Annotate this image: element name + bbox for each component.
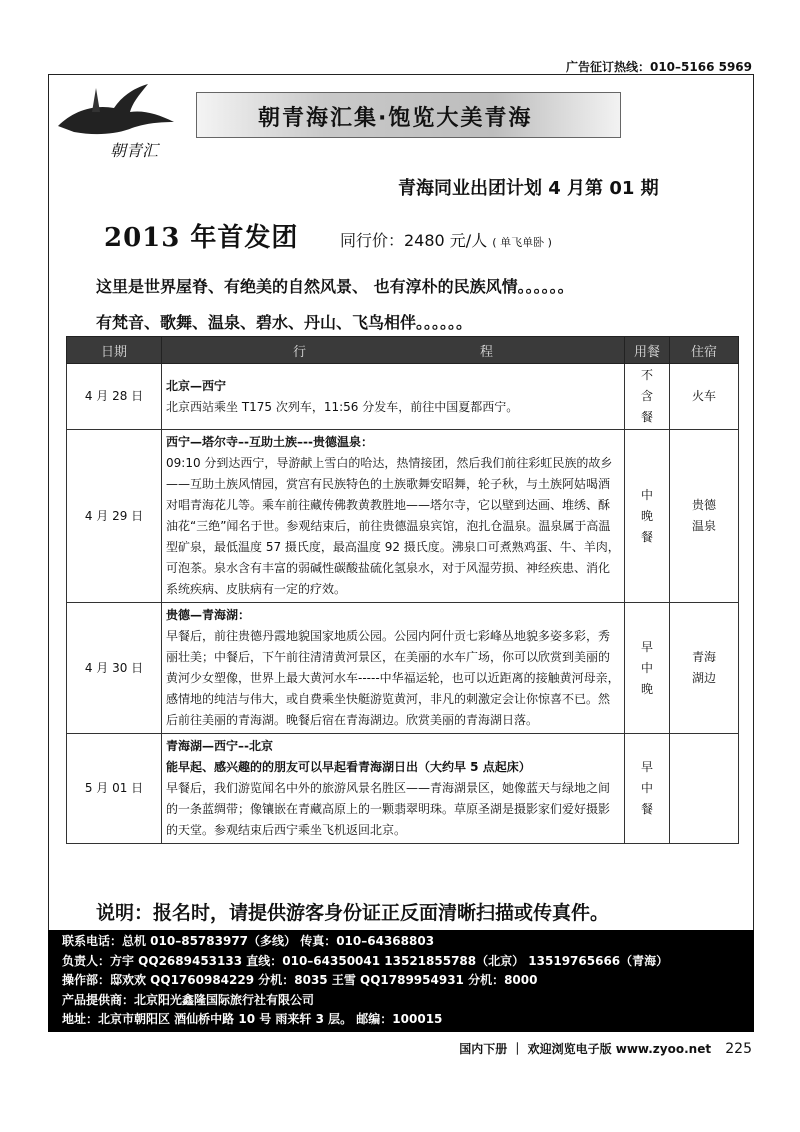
row-program [162, 430, 625, 603]
row-title: 贵德—青海湖： [166, 608, 251, 622]
first-tour-heading: 2013 年首发团 [104, 223, 299, 253]
contact-line-provider: 产品提供商：北京阳光鑫隆国际旅行社有限公司 [62, 992, 315, 1007]
row-title: 西宁—塔尔寺–-互助土族–--贵德温泉： [166, 435, 373, 449]
table-header-row [67, 337, 739, 364]
page-number: 225 [725, 1041, 752, 1057]
row-body: 早餐后，我们游览闻名中外的旅游风景名胜区——青海湖景区，她像蓝天与绿地之间的一条蓝绸带；像镶嵌在青藏高原上的一颗翡翠明珠。草原圣湖是摄影家们爱好摄影的天堂。参观结束后西宁乘坐飞机返回北京。 [166, 781, 611, 837]
row-meal: 早 中 餐 [625, 734, 670, 844]
header-date: 日期 [67, 337, 162, 364]
intro-line-2: 有梵音、歌舞、温泉、碧水、丹山、飞鸟相伴。。。。。。 [96, 313, 473, 332]
bird-logo-icon [58, 84, 174, 134]
contact-panel [48, 930, 754, 1032]
row-stay [670, 734, 739, 844]
row-stay: 火车 [670, 364, 739, 430]
row-meal: 早 中 晚 [625, 603, 670, 734]
row-body: 北京西站乘坐 T175 次列车，11:56 分发车，前往中国夏都西宁。 [166, 399, 519, 414]
header-program [162, 337, 625, 364]
row-title: 青海湖—西宁–-北京 [166, 739, 273, 753]
plan-title: 青海同业出团计划 4 月第 01 期 [398, 178, 659, 199]
itinerary-table [66, 336, 739, 844]
table-row [67, 430, 739, 603]
intro-line-1: 这里是世界屋脊、有绝美的自然风景、 也有淳朴的民族风情。。。。。。 [96, 277, 574, 296]
row-stay: 贵德 温泉 [670, 430, 739, 603]
page-footer [459, 1040, 752, 1057]
price-label [340, 228, 552, 251]
header-program-right: 程 [479, 344, 493, 360]
row-stay: 青海 湖边 [670, 603, 739, 734]
row-program [162, 734, 625, 844]
row-date: 4 月 28 日 [67, 364, 162, 430]
header-program-left: 行 [293, 344, 307, 360]
slogan-text: 朝青海汇集·饱览大美青海 [258, 106, 533, 131]
registration-note: 说明：报名时，请提供游客身份证正反面清晰扫描或传真件。 [96, 902, 610, 924]
row-date: 4 月 29 日 [67, 430, 162, 603]
brand-logo [52, 82, 182, 160]
row-subtitle: 能早起、感兴趣的的朋友可以早起看青海湖日出（大约早 5 点起床） [166, 760, 531, 774]
ad-hotline: 广告征订热线：010–5166 5969 [565, 60, 752, 74]
row-meal: 中 晚 餐 [625, 430, 670, 603]
contact-line-phone: 联系电话：总机 010–85783977（多线） 传真：010–64368803 [62, 934, 435, 948]
table-row [67, 603, 739, 734]
header-meal: 用餐 [625, 337, 670, 364]
row-body: 09:10 分到达西宁，导游献上雪白的哈达，热情接团，然后我们前往彩虹民族的故乡——互助土族风情园，赏宫有民族特色的土族歌舞安昭舞，轮子秋，与土族阿姑喝酒对唱青海花儿等。乘车前往藏传佛教黄教胜地——塔尔寺，它以壁到达画、堆绣、酥油花“三绝”闻名于世。参观结束后，前往贵德温泉宾馆，泡扎仓温泉。温泉属于高温型矿泉，最低温度 57 摄氏度，最高温度 92 摄氏度。沸泉口可煮熟鸡蛋、牛、羊肉，可泡茶。泉水含有丰富的弱碱性碳酸盐硫化氢泉水，对于风湿劳损、神经疾患、消化系统疾病、皮肤病有一定的疗效。 [166, 456, 620, 596]
contact-line-manager: 负责人：方宇 QQ2689453133 直线：010–64350041 13521855788（北京） 13519765666（青海） [62, 953, 669, 968]
table-row [67, 734, 739, 844]
table-row [67, 364, 739, 430]
price-note: ( 单飞单卧 ) [492, 236, 552, 249]
row-body: 早餐后，前往贵德丹霞地貌国家地质公园。公园内阿什贡七彩峰丛地貌多姿多彩，秀丽壮美；中餐后，下午前往清清黄河景区，在美丽的水车广场，你可以欣赏到美丽的黄河少女塑像，世界上最大黄河水车-----中华福运轮，也可以近距离的接触黄河母亲，感情地的纯洁与伟大，或自费乘坐快艇游览黄河，非凡的刺激定会让你惊喜不已。然后前往美丽的青海湖。晚餐后宿在青海湖边。欣赏美丽的青海湖日落。 [166, 629, 620, 727]
logo-text: 朝青汇 [110, 141, 159, 160]
row-date: 5 月 01 日 [67, 734, 162, 844]
footer-text: 国内下册 ｜ 欢迎浏览电子版 www.zyoo.net [459, 1042, 712, 1056]
row-meal: 不 含 餐 [625, 364, 670, 430]
contact-line-operations: 操作部：邸欢欢 QQ1760984229 分机：8035 王雪 QQ1789954931 分机：8000 [62, 973, 538, 987]
header-stay: 住宿 [670, 337, 739, 364]
row-program [162, 364, 625, 430]
row-title: 北京—西宁 [166, 378, 227, 393]
contact-line-address: 地址：北京市朝阳区 酒仙桥中路 10 号 雨来轩 3 层。 邮编：100015 [62, 1012, 443, 1026]
price-text: 同行价：2480 元/人 [340, 231, 488, 250]
row-date: 4 月 30 日 [67, 603, 162, 734]
row-program [162, 603, 625, 734]
